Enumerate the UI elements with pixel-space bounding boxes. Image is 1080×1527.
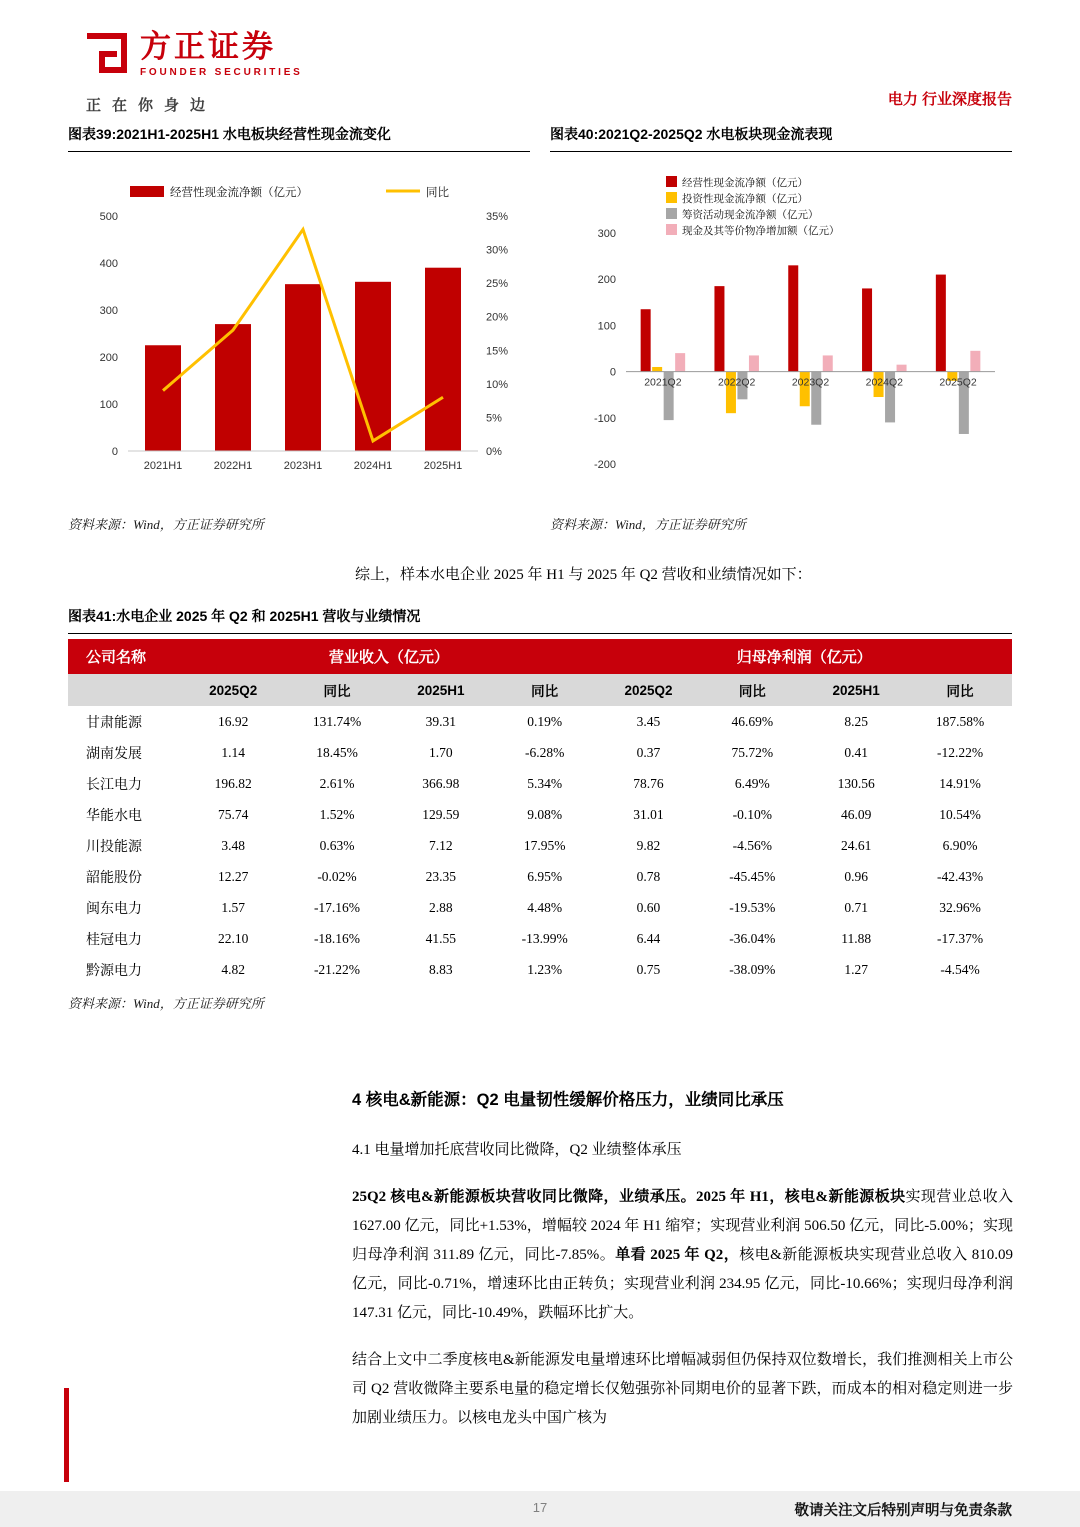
svg-text:300: 300 xyxy=(597,228,616,240)
svg-text:20%: 20% xyxy=(486,311,509,324)
section-subheading: 4.1 电量增加托底营收同比微降，Q2 业绩整体承压 xyxy=(352,1142,682,1158)
svg-text:2021H1: 2021H1 xyxy=(143,460,183,472)
figure-40-source: 资料来源：Wind，方正证券研究所 xyxy=(550,517,746,532)
brand-block xyxy=(84,30,303,78)
brand-name-en: FOUNDER SECURITIES xyxy=(140,67,303,79)
svg-text:2025H1: 2025H1 xyxy=(423,460,463,472)
table-row: 韶能股份 12.27 -0.02% 23.35 6.95% 0.78 -45.45% 0.96 -42.43% xyxy=(86,868,984,886)
svg-text:同比: 同比 xyxy=(426,187,449,199)
svg-text:-100: -100 xyxy=(593,412,616,425)
svg-text:-200: -200 xyxy=(593,459,616,471)
svg-text:现金及其等价物净增加额（亿元）: 现金及其等价物净增加额（亿元） xyxy=(682,225,840,237)
svg-text:0: 0 xyxy=(111,446,118,458)
figure-39-title: 图表39:2021H1-2025H1 水电板块经营性现金流变化 xyxy=(68,124,530,152)
figure-40-chart xyxy=(550,156,1012,506)
brand-name-cn: 方正证券 xyxy=(140,29,276,64)
brand-text xyxy=(140,30,303,78)
svg-text:2025Q2: 2025Q2 xyxy=(939,376,977,389)
section-heading: 4 核电&新能源：Q2 电量韧性缓解价格压力，业绩同比承压 xyxy=(352,1091,784,1109)
intro-text: 综上，样本水电企业 2025 年 H1 与 2025 年 Q2 营收和业绩情况如下： xyxy=(355,567,812,583)
svg-text:400: 400 xyxy=(99,258,118,270)
table-row: 川投能源 3.48 0.63% 7.12 17.95% 9.82 -4.56% 24.61 6.90% xyxy=(86,837,978,855)
svg-text:100: 100 xyxy=(597,320,616,333)
table-row: 桂冠电力 22.10 -18.16% 41.55 -13.99% 6.44 -36.04% 11.88 -17.37% xyxy=(86,930,984,948)
svg-text:经营性现金流净额（亿元）: 经营性现金流净额（亿元） xyxy=(170,187,308,199)
svg-text:500: 500 xyxy=(99,211,118,223)
figure-41-title: 图表41:水电企业 2025 年 Q2 和 2025H1 营收与业绩情况 xyxy=(68,606,1012,634)
svg-text:0: 0 xyxy=(609,366,616,379)
figure-41-source: 资料来源：Wind，方正证券研究所 xyxy=(68,996,264,1011)
figure-40 xyxy=(550,124,1012,533)
left-accent-bar xyxy=(64,1388,69,1482)
page-footer xyxy=(0,1491,1080,1527)
table-group-header-row: 公司名称 营业收入（亿元） 归母净利润（亿元） xyxy=(68,639,1012,674)
svg-text:2021Q2: 2021Q2 xyxy=(644,376,682,389)
svg-text:35%: 35% xyxy=(486,211,509,223)
svg-text:200: 200 xyxy=(99,352,118,364)
footer-disclaimer: 敬请关注文后特别声明与免责条款 xyxy=(794,1503,1012,1519)
table-row: 甘肃能源 16.92 131.74% 39.31 0.19% 3.45 46.69% 8.25 187.58% xyxy=(86,713,985,731)
svg-text:30%: 30% xyxy=(486,244,509,257)
svg-text:10%: 10% xyxy=(486,378,509,391)
figures-row xyxy=(68,124,1012,533)
table-row: 闽东电力 1.57 -17.16% 2.88 4.48% 0.60 -19.53% 0.71 32.96% xyxy=(86,899,981,917)
svg-text:300: 300 xyxy=(99,305,118,317)
svg-text:筹资活动现金流净额（亿元）: 筹资活动现金流净额（亿元） xyxy=(682,209,819,221)
figure-39-source: 资料来源：Wind，方正证券研究所 xyxy=(68,517,264,532)
brand-tagline: 正在你身边 xyxy=(86,97,217,114)
emphasis-text: 单看 2025 年 Q2， xyxy=(615,1247,740,1263)
figure-40-title: 图表40:2021Q2-2025Q2 水电板块现金流表现 xyxy=(550,124,1012,152)
svg-text:2024H1: 2024H1 xyxy=(353,460,393,472)
svg-text:2022Q2: 2022Q2 xyxy=(718,376,756,389)
table-row: 黔源电力 4.82 -21.22% 8.83 1.23% 0.75 -38.09% 1.27 -4.54% xyxy=(86,961,980,979)
section-content xyxy=(352,1086,1013,1433)
figure-39 xyxy=(68,124,530,533)
svg-text:15%: 15% xyxy=(486,345,509,358)
svg-text:2023H1: 2023H1 xyxy=(283,460,323,472)
svg-text:2022H1: 2022H1 xyxy=(213,460,253,472)
svg-text:0%: 0% xyxy=(486,446,502,458)
body-text: 实现营业总收入 1627.00 亿元，同比+1.53%，增幅较 2024 年 H1 缩窄；实现营业利润 506.50 亿元，同比-5.00%；实现归母净利润 311.89 亿元，同比-7.85%。 xyxy=(352,1189,1013,1263)
svg-text:100: 100 xyxy=(99,399,118,411)
paragraph-2: 结合上文中二季度核电&新能源发电量增速环比增幅减弱但仍保持双位数增长，我们推测相关上市公司 Q2 营收微降主要系电量的稳定增长仅勉强弥补同期电价的显著下跌，而成本的相对稳定则进一步加剧业绩压力。以核电龙头中国广核为 xyxy=(352,1352,1013,1426)
svg-text:经营性现金流净额（亿元）: 经营性现金流净额（亿元） xyxy=(682,177,808,189)
emphasis-text: 25Q2 核电&新能源板块营收同比微降，业绩承压。2025 年 H1，核电&新能源板块 xyxy=(352,1189,906,1205)
paragraph-1 xyxy=(352,1183,1013,1328)
svg-text:2023Q2: 2023Q2 xyxy=(791,376,830,389)
table-header xyxy=(68,639,1012,706)
svg-text:200: 200 xyxy=(597,274,616,287)
page-number: 17 xyxy=(532,1500,548,1515)
table-row: 长江电力 196.82 2.61% 366.98 5.34% 78.76 6.49% 130.56 14.91% xyxy=(86,775,981,793)
table-row: 湖南发展 1.14 18.45% 1.70 -6.28% 0.37 75.72% 0.41 -12.22% xyxy=(86,744,984,762)
table-sub-header-row: 2025Q2 同比 2025H1 同比 2025Q2 同比 2025H1 同比 xyxy=(68,674,1012,706)
hydro-results-table xyxy=(68,639,1012,985)
svg-text:25%: 25% xyxy=(486,278,509,291)
figure-39-chart xyxy=(68,156,530,506)
svg-text:2024Q2: 2024Q2 xyxy=(865,376,903,389)
table-row: 华能水电 75.74 1.52% 129.59 9.08% 31.01 -0.10% 46.09 10.54% xyxy=(86,806,981,824)
body-text: 核电&新能源板块实现营业总收入 810.09 亿元，同比-0.71%，增速环比由正转负；实现营业利润 234.95 亿元，同比-10.66%；实现归母净利润 147.31 亿元，同比-10.49%，跌幅环比扩大。 xyxy=(352,1247,1014,1321)
table-body xyxy=(68,706,1012,985)
svg-text:5%: 5% xyxy=(486,412,502,425)
svg-text:投资性现金流净额（亿元）: 投资性现金流净额（亿元） xyxy=(682,193,808,205)
figure-41-block xyxy=(68,606,1012,1012)
report-category-label: 电力 行业深度报告 xyxy=(887,91,1012,108)
founder-logo-icon xyxy=(84,30,130,76)
